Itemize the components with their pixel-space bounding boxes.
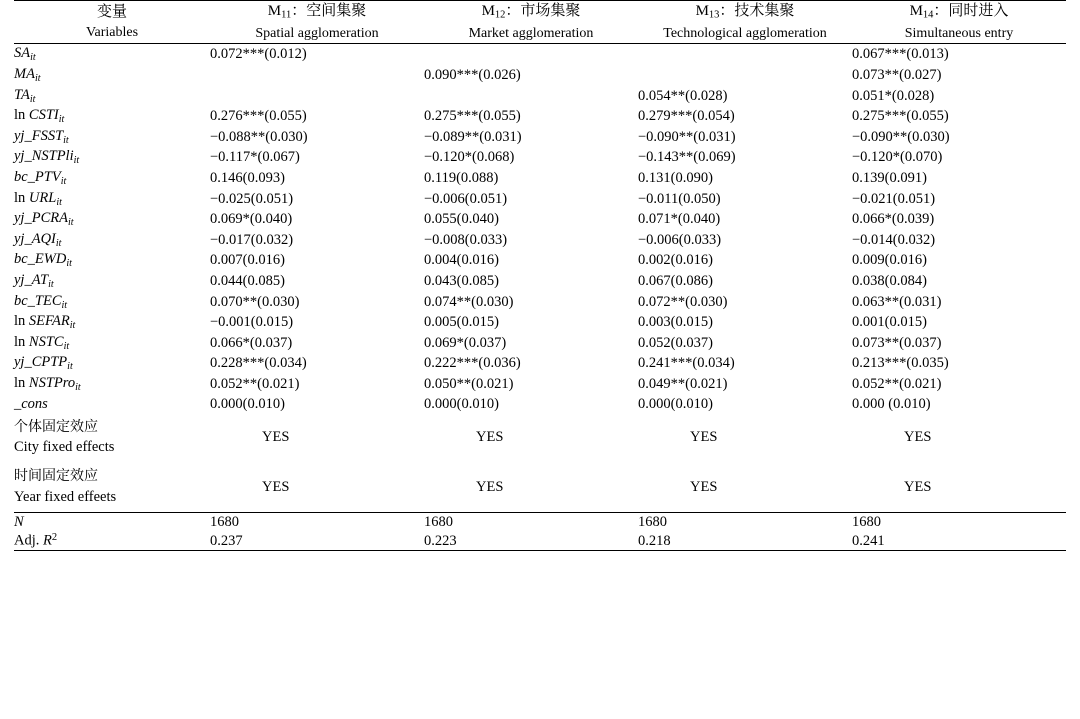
table-cell-value: YES [690,478,718,495]
table-cell-value: 0.073**(0.037) [852,334,942,351]
table-cell-value: 0.228***(0.034) [210,355,307,372]
table-row [14,168,1066,189]
variable-name-cell: $yj\_AT_{it}$ [14,271,54,290]
header-column-4 [852,1,1066,44]
table-cell-value: −0.089**(0.031) [424,128,522,145]
table-cell-value: 1680 [210,512,424,531]
table-cell-value: 0.074**(0.030) [424,293,514,310]
table-cell-value: −0.017(0.032) [210,231,294,248]
table-cell-value: 0.044(0.085) [210,272,285,289]
table-row [14,374,1066,395]
table-cell-value: −0.143**(0.069) [638,149,736,166]
header-variable-en: Variables [85,24,139,40]
table-cell-value: 0.000(0.010) [424,395,499,412]
table-cell-value: 0.005(0.015) [424,314,499,331]
fixed-effects-label: 时间固定效应 Year fixed effeets [14,468,117,505]
table-cell-value [638,65,852,86]
table-cell-value: −0.014(0.032) [852,231,936,248]
table-cell-value: 0.276***(0.055) [210,108,307,125]
header-column-3 [638,1,852,44]
table-cell-value: 0.002(0.016) [638,252,713,269]
table-row [14,333,1066,354]
table-cell-value: 0.052**(0.021) [210,375,300,392]
variable-name-cell: $bc\_TEC_{it}$ [14,292,68,311]
table-cell-value: 0.241***(0.034) [638,355,735,372]
table-cell-value: 0.003(0.015) [638,314,713,331]
table-cell-value: 0.279***(0.054) [638,108,735,125]
table-cell-value: 0.054**(0.028) [638,87,728,104]
table-cell-value: −0.006(0.051) [424,190,508,207]
table-cell-value: −0.090**(0.031) [638,128,736,145]
table-cell-value: 0.119(0.088) [424,169,499,186]
table-cell-value: 0.066*(0.037) [210,334,293,351]
variable-name-cell: $SA_{it}$ [14,44,210,65]
table-row [14,127,1066,148]
variable-name-cell: $\ln URL_{it}$ [14,189,62,208]
table-cell-value: 0.223 [424,531,638,551]
table-row [14,312,1066,333]
table-row [14,106,1066,127]
table-row [14,44,1066,65]
table-cell-value: 0.067(0.086) [638,272,713,289]
table-cell-value: 0.063**(0.031) [852,293,942,310]
table-cell-value: YES [476,429,504,446]
table-cell-value: 0.066*(0.039) [852,211,935,228]
table-cell-value: 0.007(0.016) [210,252,285,269]
table-cell-value: 0.071*(0.040) [638,211,721,228]
table-row [14,395,1066,414]
table-cell-value: 0.237 [210,531,424,551]
header-model-2: M12：市场集聚 [481,3,581,21]
variable-name-cell: ln NSTPro$_{it}$ [14,374,81,393]
variable-name-cell: $bc\_EWD_{it}$ [14,251,72,270]
variable-name-cell: $\ln NSTC_{it}$ [14,333,70,352]
variable-name-cell: $\ln CSTI_{it}$ [14,107,65,125]
table-cell-value: YES [262,478,290,495]
table-cell-value: −0.001(0.015) [210,314,294,331]
table-cell-value: 0.050**(0.021) [424,375,514,392]
table-cell-value: 0.072**(0.030) [638,293,728,310]
table-row [14,353,1066,374]
statistic-row [14,531,1066,551]
variable-name-cell: $bc\_PTV_{it}$ [14,168,67,187]
table-cell-value: 0.241 [852,531,1066,551]
table-cell-value: −0.011(0.050) [638,190,721,207]
table-cell-value: 0.146(0.093) [210,169,285,186]
table-row [14,65,1066,86]
table-cell-value: 0.073**(0.027) [852,67,942,84]
table-cell-value: 0.049**(0.021) [638,375,728,392]
table-cell-value: 0.051*(0.028) [852,87,935,104]
table-cell-value [424,44,638,65]
table-cell-value: 0.275***(0.055) [424,108,521,125]
header-model-3-en: Technological agglomeration [663,25,827,41]
fixed-effects-label: 个体固定效应 City fixed effects [14,419,115,456]
table-cell-value: 0.070**(0.030) [210,293,300,310]
table-cell-value [210,86,424,107]
table-cell-value: 0.001(0.015) [852,314,927,331]
variable-name-cell: $yj\_AQI_{it}$ [14,230,62,249]
table-cell-value: −0.008(0.033) [424,231,508,248]
variable-name-cell: yj_NSTPli$_{it}$ [14,148,80,167]
table-cell-value: 1680 [638,512,852,531]
variable-name-cell: _cons [14,395,48,412]
table-cell-value: 0.038(0.084) [852,272,927,289]
header-model-3: M13：技术集聚 [695,3,795,21]
table-cell-value: 0.004(0.016) [424,252,499,269]
header-model-1-en: Spatial agglomeration [255,25,379,41]
table-cell-value: YES [690,429,718,446]
table-row [14,292,1066,313]
table-cell-value [210,65,424,86]
header-variable-cn: 变量 [96,3,127,20]
table-cell-value: YES [262,429,290,446]
header-model-4-en: Simultaneous entry [904,25,1014,41]
table-cell-value: −0.120*(0.070) [852,149,943,166]
fixed-effects-row [14,413,1066,462]
table-row [14,250,1066,271]
table-cell-value: 0.000 (0.010) [852,395,931,412]
table-cell-value: YES [904,478,932,495]
header-variable-cell [14,1,210,44]
table-cell-value [638,44,852,65]
statistic-row [14,512,1066,531]
table-cell-value: −0.021(0.051) [852,190,936,207]
statistic-label: N [14,512,210,531]
statistic-label: Adj. $R^2$ [14,531,210,551]
table-cell-value: −0.006(0.033) [638,231,722,248]
table-cell-value: 0.052**(0.021) [852,375,942,392]
table-row [14,209,1066,230]
variable-name-cell: $yj\_CPTP_{it}$ [14,354,73,373]
table-cell-value: 0.043(0.085) [424,272,499,289]
variable-name-cell: $MA_{it}$ [14,66,41,84]
table-body [14,44,1066,551]
header-column-2 [424,1,638,44]
table-row [14,86,1066,107]
table-cell-value: 0.222***(0.036) [424,355,521,372]
table-cell-value: 0.213***(0.035) [852,355,949,372]
variable-name-cell: $yj\_PCRA_{it}$ [14,210,74,228]
table-cell-value: −0.090**(0.030) [852,128,950,145]
table-cell-value: 0.055(0.040) [424,211,499,228]
table-header [14,1,1066,44]
table-row [14,271,1066,292]
table-row [14,147,1066,168]
table-cell-value: 0.131(0.090) [638,169,713,186]
header-model-2-en: Market agglomeration [468,25,594,41]
variable-name-cell: $TA_{it}$ [14,86,36,105]
fixed-effects-row [14,462,1066,512]
table-cell-value: −0.120*(0.068) [424,149,515,166]
table-cell-value: 0.052(0.037) [638,334,713,351]
table-row [14,189,1066,210]
header-model-4: M14：同时进入 [909,3,1009,21]
table-cell-value: −0.025(0.051) [210,190,294,207]
table-cell-value: 0.218 [638,531,852,551]
table-header-row [14,1,1066,44]
table-cell-value: 0.090***(0.026) [424,67,521,84]
table-cell-value: 0.000(0.010) [210,395,285,412]
table-cell-value: 0.000(0.010) [638,395,713,412]
table-cell-value: 0.067***(0.013) [852,44,1066,65]
header-model-1: M11：空间集聚 [267,3,367,21]
table-row [14,230,1066,251]
table-cell-value: 0.069*(0.037) [424,334,507,351]
table-cell-value: −0.117*(0.067) [210,149,300,166]
table-cell-value: YES [904,429,932,446]
table-cell-value: 0.275***(0.055) [852,108,949,125]
header-column-1 [210,1,424,44]
table-cell-value: 0.069*(0.040) [210,211,293,228]
table-cell-value: 1680 [852,512,1066,531]
table-cell-value: 0.139(0.091) [852,169,927,186]
table-cell-value: 0.009(0.016) [852,252,927,269]
table-cell-value [424,86,638,107]
table-cell-value: YES [476,478,504,495]
table-cell-value: 1680 [424,512,638,531]
table-cell-value: −0.088**(0.030) [210,128,308,145]
variable-name-cell: $\ln SEFAR_{it}$ [14,313,76,331]
regression-results-table [14,0,1066,551]
table-cell-value: 0.072***(0.012) [210,44,424,65]
variable-name-cell: $yj\_FSST_{it}$ [14,127,69,146]
